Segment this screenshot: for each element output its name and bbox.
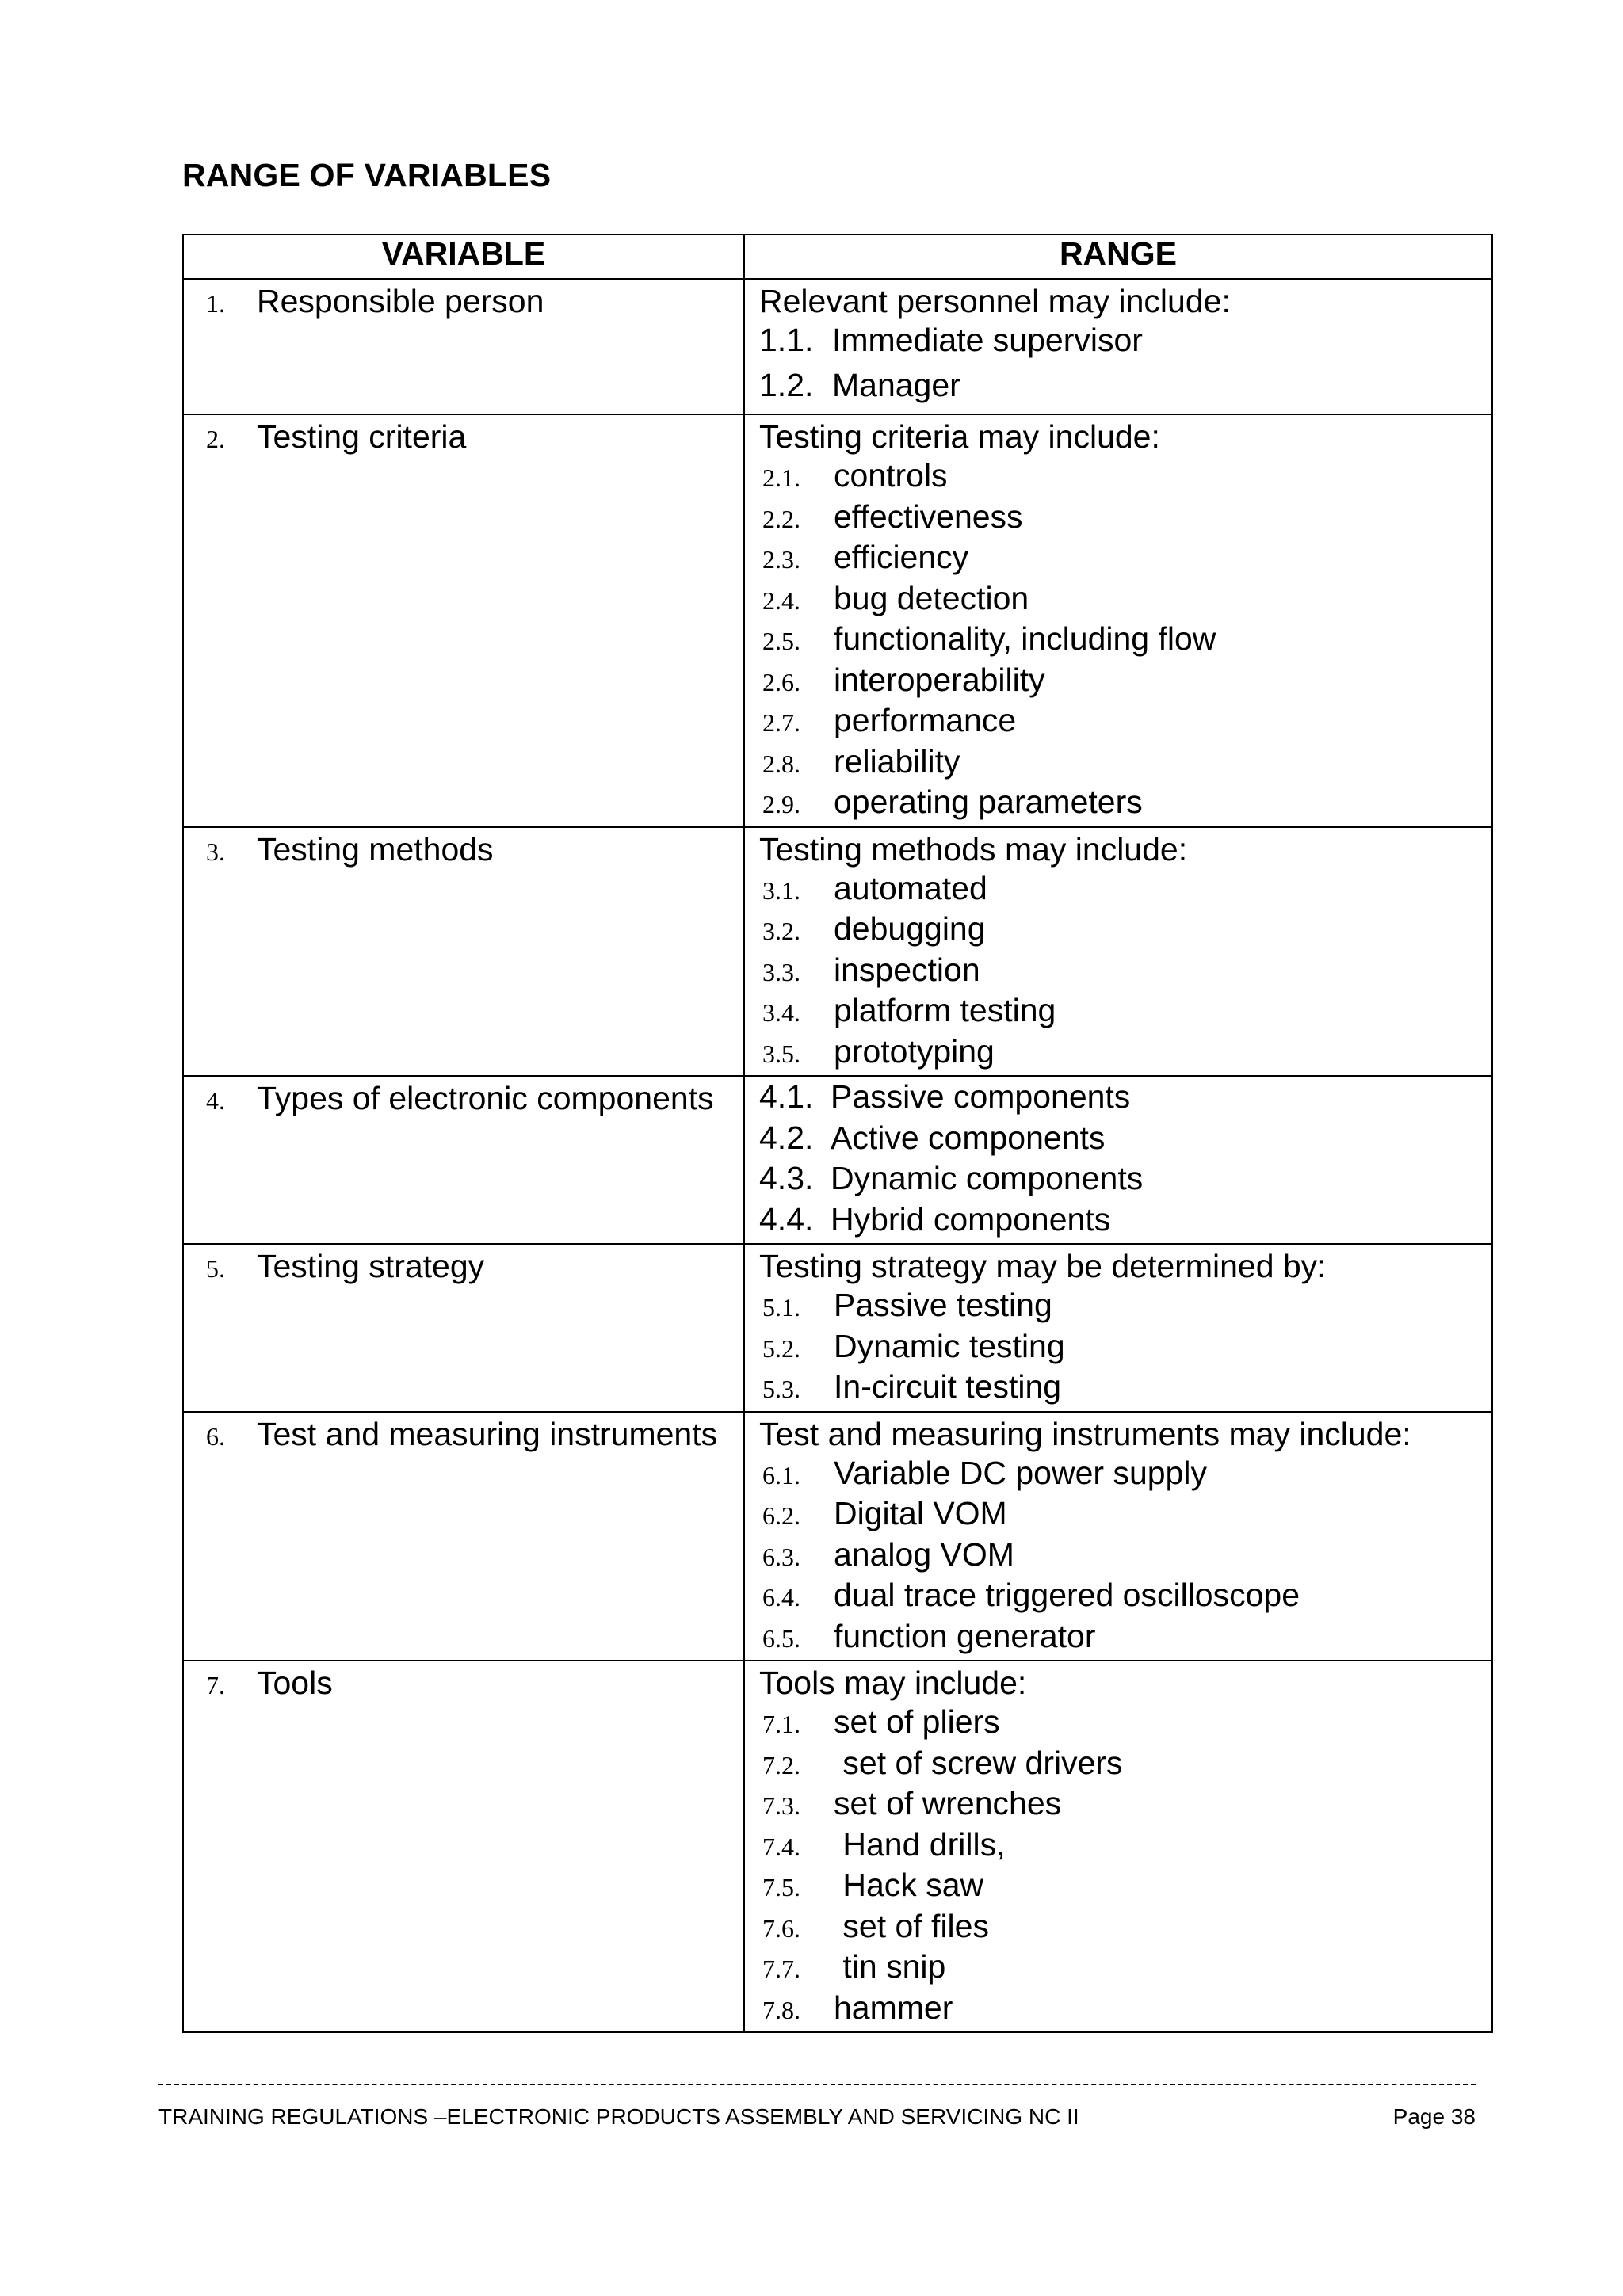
footer-divider	[158, 2084, 1476, 2085]
range-item	[759, 784, 1491, 825]
range-item-text: Dynamic testing	[834, 1327, 1065, 1364]
range-item-text: prototyping	[834, 1032, 995, 1070]
range-item	[759, 367, 1491, 412]
range-item	[759, 580, 1491, 621]
range-item-number: 2.7.	[762, 708, 800, 737]
range-item-text: interoperability	[834, 661, 1045, 698]
range-item	[759, 1908, 1491, 1949]
header-variable	[183, 235, 744, 279]
range-item	[759, 952, 1491, 993]
range-intro: Tools may include:	[759, 1665, 1027, 1701]
variable-entry	[184, 1077, 743, 1117]
range-item	[759, 1287, 1491, 1328]
range-intro: Test and measuring instruments may include:	[759, 1415, 1411, 1452]
variable-label: Test and measuring instruments	[257, 1415, 718, 1452]
range-list	[745, 1413, 1491, 1661]
range-item	[759, 910, 1491, 952]
footer-page-number: Page 38	[1392, 2104, 1476, 2129]
range-item-text: dual trace triggered oscilloscope	[834, 1577, 1300, 1613]
range-cell	[744, 1661, 1492, 2032]
range-intro: Relevant personnel may include:	[759, 283, 1231, 319]
range-item	[759, 322, 1491, 367]
range-item-text: Immediate supervisor	[832, 322, 1143, 358]
range-item-number: 7.6.	[762, 1913, 800, 1943]
range-item-number: 6.2.	[762, 1501, 800, 1530]
range-list	[745, 415, 1491, 826]
range-item-number: 3.4.	[762, 998, 800, 1027]
range-item-text: effectiveness	[834, 498, 1023, 535]
range-item	[759, 1703, 1491, 1745]
range-cell	[744, 1076, 1492, 1244]
range-intro: Testing strategy may be determined by:	[759, 1248, 1327, 1284]
range-item	[759, 992, 1491, 1033]
range-item-number: 3.5.	[762, 1039, 800, 1068]
range-item-number: 7.2.	[762, 1750, 800, 1779]
range-list	[745, 1077, 1491, 1243]
range-item-number: 2.5.	[762, 627, 800, 655]
range-list	[745, 1245, 1491, 1411]
range-item-text: set of wrenches	[834, 1785, 1062, 1821]
range-item-text: Digital VOM	[834, 1495, 1007, 1531]
range-item-text: performance	[834, 702, 1017, 738]
range-item-number: 1.1.	[759, 322, 814, 358]
range-item-text: Passive testing	[834, 1287, 1052, 1323]
range-item-number: 1.2.	[759, 367, 814, 403]
range-item	[759, 498, 1491, 540]
range-item-number: 2.1.	[762, 463, 800, 492]
variable-cell	[183, 827, 744, 1077]
table-header-row	[183, 235, 1492, 279]
range-item-number: 7.5.	[762, 1873, 800, 1901]
range-item-number: 6.4.	[762, 1583, 800, 1611]
variable-label: Types of electronic components	[257, 1080, 714, 1116]
range-item-text: Hand drills,	[834, 1825, 1006, 1863]
range-item-number: 7.1.	[762, 1710, 800, 1738]
range-item	[759, 1536, 1491, 1577]
range-item-number: 2.6.	[762, 667, 800, 696]
range-list	[745, 828, 1491, 1076]
table-row	[183, 1244, 1492, 1412]
range-cell	[744, 1412, 1492, 1661]
range-item-number: 4.2.	[759, 1119, 814, 1156]
range-item-text: Hack saw	[834, 1867, 984, 1903]
range-item	[759, 539, 1491, 580]
variable-label: Testing criteria	[257, 418, 467, 455]
variable-entry	[184, 280, 743, 320]
range-item-text: set of screw drivers	[834, 1744, 1123, 1781]
range-item-text: efficiency	[834, 539, 969, 575]
range-item-text: set of files	[834, 1907, 989, 1944]
range-item-number: 7.7.	[762, 1955, 800, 1983]
range-item-text: analog VOM	[834, 1535, 1014, 1573]
range-item-number: 5.2.	[762, 1333, 800, 1363]
table-row	[183, 1076, 1492, 1244]
range-item	[759, 1867, 1491, 1908]
range-intro: Testing methods may include:	[759, 830, 1188, 868]
table-row	[183, 1412, 1492, 1661]
range-item-text: Hybrid components	[831, 1200, 1111, 1238]
variable-cell	[183, 1244, 744, 1412]
range-item-number: 7.3.	[762, 1791, 800, 1820]
range-item	[759, 870, 1491, 911]
table-row	[183, 414, 1492, 827]
range-item-number: 7.4.	[762, 1832, 800, 1861]
variable-label: Testing strategy	[257, 1248, 485, 1284]
range-item-text: functionality, including flow	[834, 620, 1216, 657]
range-item-number: 2.9.	[762, 790, 800, 818]
variable-cell	[183, 414, 744, 827]
table-row	[183, 279, 1492, 414]
range-item	[759, 1785, 1491, 1826]
table-body	[183, 279, 1492, 2032]
variable-cell	[183, 1412, 744, 1661]
range-item-text: inspection	[834, 951, 980, 988]
range-cell	[744, 1244, 1492, 1412]
range-item-text: Dynamic components	[831, 1160, 1144, 1196]
range-item	[759, 620, 1491, 662]
variable-label: Responsible person	[257, 283, 544, 319]
variable-cell	[183, 1076, 744, 1244]
range-intro: Testing criteria may include:	[759, 418, 1160, 455]
range-item	[759, 1328, 1491, 1369]
range-item-text: Variable DC power supply	[834, 1454, 1207, 1491]
range-item-text: bug detection	[834, 579, 1029, 616]
range-item	[759, 1745, 1491, 1786]
variable-number: 7.	[206, 1671, 225, 1699]
range-item-number: 4.1.	[759, 1078, 814, 1115]
range-item-number: 3.1.	[762, 875, 800, 905]
variable-number: 3.	[206, 837, 225, 866]
range-item	[759, 1989, 1491, 2031]
range-item-text: reliability	[834, 742, 960, 780]
variable-number: 1.	[206, 289, 225, 318]
range-item	[759, 1826, 1491, 1867]
footer-document-title: TRAINING REGULATIONS –ELECTRONIC PRODUCTS ASSEMBLY AND SERVICING NC II	[158, 2104, 1079, 2129]
variable-label: Tools	[257, 1665, 333, 1701]
header-range	[744, 235, 1492, 279]
range-item	[759, 1455, 1491, 1496]
variable-number: 6.	[206, 1421, 225, 1451]
range-item-text: Manager	[832, 367, 960, 403]
variable-entry	[184, 1413, 743, 1453]
range-item-number: 3.2.	[762, 917, 800, 945]
variable-cell	[183, 279, 744, 414]
table-row	[183, 827, 1492, 1077]
range-item-text: In-circuit testing	[834, 1368, 1062, 1405]
range-cell	[744, 279, 1492, 414]
range-item-number: 2.8.	[762, 749, 800, 778]
range-item	[759, 1078, 1491, 1119]
variable-number: 2.	[206, 425, 225, 453]
variable-entry	[184, 1661, 743, 1702]
range-item-number: 6.5.	[762, 1623, 800, 1653]
range-item-text: debugging	[834, 910, 986, 947]
header-range-label: RANGE	[1059, 235, 1178, 272]
range-cell	[744, 414, 1492, 827]
range-item-text: Passive components	[831, 1078, 1131, 1115]
range-item-text: platform testing	[834, 992, 1056, 1028]
range-item-text: Active components	[831, 1119, 1106, 1156]
variable-cell	[183, 1661, 744, 2032]
range-item	[759, 743, 1491, 784]
range-item	[759, 457, 1491, 498]
range-list	[745, 1661, 1491, 2031]
range-item	[759, 702, 1491, 743]
range-cell	[744, 827, 1492, 1077]
range-item-number: 5.1.	[762, 1293, 800, 1322]
range-item-text: operating parameters	[834, 784, 1143, 820]
table-row	[183, 1661, 1492, 2032]
variable-entry	[184, 828, 743, 868]
range-item-text: tin snip	[834, 1948, 946, 1985]
range-item	[759, 1033, 1491, 1074]
range-item	[759, 1160, 1491, 1201]
range-list	[745, 280, 1491, 414]
range-item-number: 2.2.	[762, 504, 800, 533]
variable-entry	[184, 1245, 743, 1285]
range-item-text: hammer	[834, 1989, 953, 2026]
range-item	[759, 662, 1491, 703]
range-item-number: 4.3.	[759, 1160, 814, 1196]
range-item	[759, 1119, 1491, 1161]
range-item-number: 4.4.	[759, 1200, 814, 1238]
range-item-number: 2.4.	[762, 585, 800, 615]
range-item	[759, 1577, 1491, 1618]
variable-label: Testing methods	[257, 830, 494, 868]
range-item-number: 7.8.	[762, 1995, 800, 2024]
variable-entry	[184, 415, 743, 456]
range-item-number: 3.3.	[762, 957, 800, 986]
range-item	[759, 1495, 1491, 1536]
header-variable-label: VARIABLE	[381, 235, 546, 272]
range-item-number: 2.3.	[762, 545, 800, 574]
variable-number: 5.	[206, 1254, 225, 1283]
range-item-text: automated	[834, 869, 987, 906]
page-title: RANGE OF VARIABLES	[182, 157, 552, 193]
range-item	[759, 1368, 1491, 1409]
range-of-variables-table	[182, 234, 1493, 2033]
variable-number: 4.	[206, 1086, 225, 1115]
range-item-number: 6.3.	[762, 1542, 800, 1571]
range-item	[759, 1618, 1491, 1659]
range-item-text: function generator	[834, 1617, 1096, 1654]
range-item-text: controls	[834, 457, 948, 494]
range-item-number: 5.3.	[762, 1375, 800, 1403]
range-item-number: 6.1.	[762, 1460, 800, 1489]
range-item	[759, 1948, 1491, 1989]
range-item	[759, 1201, 1491, 1242]
range-item-text: set of pliers	[834, 1703, 1000, 1740]
